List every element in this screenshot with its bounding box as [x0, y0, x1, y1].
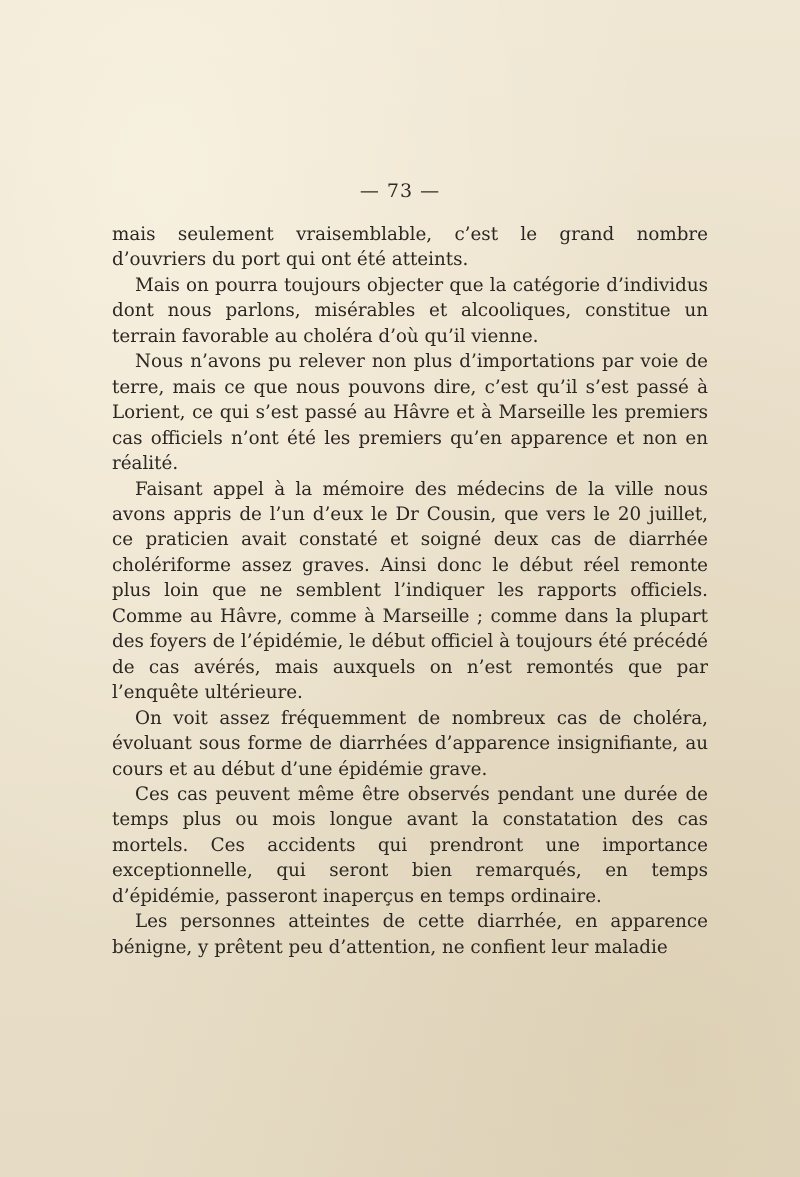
paragraph-memoire-medecins: Faisant appel à la mémoire des médecins de la ville nous avons appris de l’un d’eux le Dr Cousin, que vers le 20 juillet, ce praticien avait constaté et soigné deux cas de diarrhée cholériforme assez graves. Ainsi donc le début réel remonte plus loin que ne semblent l’indiquer les rapports officiels. Comme au Hâvre, comme à Marseille ; comme dans la plupart des foyers de l’épidémie, le début officiel à toujours été précédé de cas avérés, mais auxquels on n’est remontés que par l’enquête ultérieure.: [112, 478, 708, 704]
paragraph-importations: Nous n’avons pu relever non plus d’importations par voie de terre, mais ce que nous pouvons dire, c’est qu’il s’est passé à Lorient, ce qui s’est passé au Hâvre et à Marseille les premiers cas officiels n’ont été les premiers qu’en apparence et non en réalité.: [112, 351, 708, 475]
paragraph-cas-frequents: On voit assez fréquemment de nombreux cas de choléra, évoluant sous forme de diarrhées d’apparence insignifiante, au cours et au début d’une épidémie grave.: [112, 707, 708, 780]
paragraph-objection: Mais on pourra toujours objecter que la catégorie d’individus dont nous parlons, misérables et alcooliques, constitue un terrain favorable au choléra d’où qu’il vienne.: [112, 274, 708, 347]
body-text: [112, 222, 708, 960]
page-number: — 73 —: [359, 180, 441, 202]
paragraph-duree: Ces cas peuvent même être observés pendant une durée de temps plus ou mois longue avant la constatation des cas mortels. Ces accidents qui prendront une importance exceptionnelle, qui seront bien remarqués, en temps d’épidémie, passeront inaperçus en temps ordinaire.: [112, 783, 708, 907]
paragraph-personnes-atteintes: Les personnes atteintes de cette diarrhée, en apparence bénigne, y prêtent peu d’attention, ne confient leur maladie: [112, 911, 708, 958]
paragraph-continuation: mais seulement vraisemblable, c’est le grand nombre d’ouvriers du port qui ont été atteints.: [112, 224, 708, 271]
